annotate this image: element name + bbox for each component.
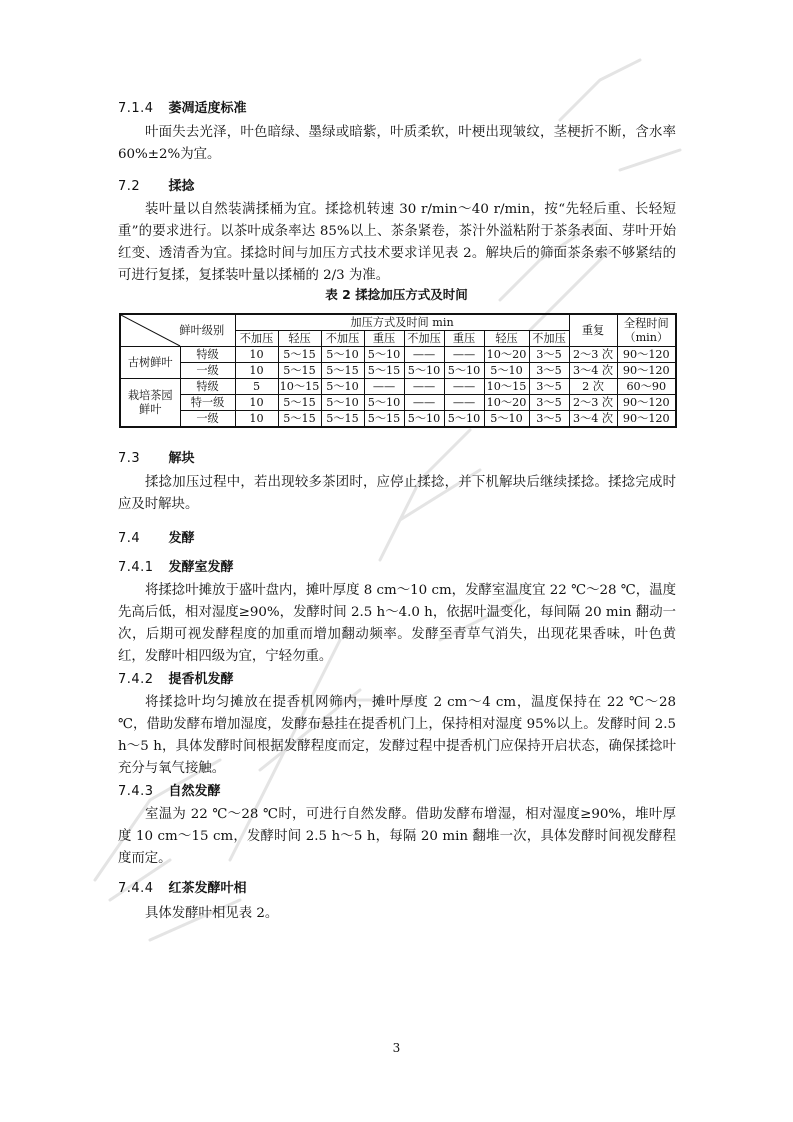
- section-number: 7.4.1: [118, 560, 154, 575]
- value-cell: 10: [235, 363, 278, 379]
- paragraph-aroma-machine: 将揉捻叶均匀摊放在提香机网筛内，摊叶厚度 2 cm～4 cm，温度保持在 22 ℃～28 ℃，借助发酵布增加湿度，发酵布悬挂在提香机门上，保持相对湿度 95%以上。发酵时间 2.5 h～5 h，具体发酵时间根据发酵程度而定，发酵过程中提香机门应保持开启状态，确保揉捻叶充分与氧气接触。: [118, 695, 676, 776]
- section-heading-7-4-2: [118, 668, 234, 687]
- section-number: 7.4.2: [118, 672, 154, 687]
- page-number: 3: [392, 1041, 401, 1055]
- section-heading-7-4-3: [118, 780, 221, 799]
- repeat-cell: 2～3 次: [569, 347, 617, 363]
- value-cell: 3～5: [529, 395, 569, 411]
- section-number: 7.1.4: [118, 101, 154, 116]
- value-cell: 3～5: [529, 347, 569, 363]
- grade-cell: 特级: [180, 379, 235, 395]
- total-cell: 90～120: [617, 347, 676, 363]
- value-cell: 5～15: [278, 347, 321, 363]
- table-caption: 表 2 揉捻加压方式及时间: [325, 287, 468, 302]
- section-heading-7-2: [118, 175, 195, 194]
- value-cell: 10～20: [484, 347, 529, 363]
- value-cell: 5～10: [484, 411, 529, 428]
- value-cell: ——: [404, 395, 444, 411]
- value-cell: 3～5: [529, 363, 569, 379]
- value-cell: ——: [404, 347, 444, 363]
- value-cell: ——: [444, 347, 484, 363]
- subheader-cell: 重压: [364, 331, 404, 347]
- value-cell: ——: [404, 379, 444, 395]
- header-total-line2: （min）: [624, 330, 669, 344]
- section-number: 7.2: [118, 179, 141, 194]
- value-cell: 5～15: [278, 395, 321, 411]
- table-row: [120, 395, 676, 411]
- table-row: [120, 363, 676, 379]
- section-number: 7.4.3: [118, 784, 154, 799]
- paragraph-wilting-standard: 叶面失去光泽，叶色暗绿、墨绿或暗紫，叶质柔软，叶梗出现皱纹，茎梗折不断，含水率 60%±2%为宜。: [118, 125, 676, 162]
- grade-cell: 特一级: [180, 395, 235, 411]
- group-name-line2: 鲜叶: [139, 402, 162, 416]
- total-cell: 60～90: [617, 379, 676, 395]
- value-cell: 5～15: [364, 363, 404, 379]
- repeat-cell: 2 次: [569, 379, 617, 395]
- value-cell: 10～20: [484, 395, 529, 411]
- value-cell: 10: [235, 395, 278, 411]
- section-number: 7.4: [118, 531, 141, 546]
- paragraph-rolling: 装叶量以自然装满揉桶为宜。揉捻机转速 30 r/min～40 r/min，按“先轻后重、长轻短重”的要求进行。以茶叶成条率达 85%以上、茶条紧卷，茶汁外溢粘附于茶条表面、芽叶开始红变、透清香为宜。揉捻时间与加压方式技术要求详见表 2。解块后的筛面茶条索不够紧结的可进行复揉，复揉装叶量以揉桶的 2/3 为准。: [118, 202, 676, 283]
- value-cell: 3～5: [529, 379, 569, 395]
- rolling-pressure-table: [119, 313, 677, 428]
- subheader-cell: 不加压: [404, 331, 444, 347]
- value-cell: 5～15: [278, 411, 321, 428]
- paragraph-natural-fermentation: 室温为 22 ℃～28 ℃时，可进行自然发酵。借助发酵布增湿，相对湿度≥90%，堆叶厚度 10 cm～15 cm，发酵时间 2.5 h～5 h，每隔 20 min 翻堆一次，具体发酵时间视发酵程度而定。: [118, 807, 676, 866]
- subheader-cell: 不加压: [529, 331, 569, 347]
- group-name-ancient-tree: 古树鲜叶: [120, 347, 180, 379]
- section-number: 7.4.4: [118, 881, 154, 896]
- value-cell: 5～15: [321, 363, 364, 379]
- value-cell: 5～10: [321, 379, 364, 395]
- value-cell: 5～10: [321, 395, 364, 411]
- value-cell: ——: [444, 395, 484, 411]
- value-cell: ——: [444, 379, 484, 395]
- value-cell: 5～10: [484, 363, 529, 379]
- value-cell: 5～15: [321, 411, 364, 428]
- table-header-grade: [120, 314, 235, 347]
- section-title: 解块: [168, 451, 195, 466]
- section-title: 提香机发酵: [168, 672, 234, 687]
- value-cell: 5～15: [278, 363, 321, 379]
- table-row: [120, 379, 676, 395]
- section-heading-7-4: [118, 527, 195, 546]
- repeat-cell: 3～4 次: [569, 363, 617, 379]
- value-cell: 10: [235, 347, 278, 363]
- table-header-repeat: 重复: [569, 314, 617, 347]
- section-heading-7-4-4: [118, 877, 247, 896]
- header-total-line1: 全程时间: [623, 316, 669, 330]
- paragraph-deblocking: 揉捻加压过程中，若出现较多茶团时，应停止揉捻，并下机解块后继续揉捻。揉捻完成时应及时解块。: [118, 475, 676, 512]
- table-row: [120, 347, 676, 363]
- section-title: 自然发酵: [168, 784, 221, 799]
- section-title: 萎凋适度标准: [168, 101, 247, 116]
- subheader-cell: 轻压: [278, 331, 321, 347]
- value-cell: 5～10: [444, 363, 484, 379]
- subheader-cell: 重压: [444, 331, 484, 347]
- section-heading-7-1-4: [118, 97, 247, 116]
- value-cell: 10: [235, 411, 278, 428]
- value-cell: 5～10: [404, 363, 444, 379]
- value-cell: 10～15: [279, 379, 320, 393]
- table-row: [120, 411, 676, 428]
- grade-cell: 特级: [180, 347, 235, 363]
- paragraph-fermentation-room: 将揉捻叶摊放于盛叶盘内，摊叶厚度 8 cm～10 cm，发酵室温度宜 22 ℃～28 ℃，温度先高后低，相对湿度≥90%，发酵时间 2.5 h～4.0 h，依据叶温变化，每间隔 20 min 翻动一次，后期可视发酵程度的加重而增加翻动频率。发酵至青草气消失，出现花果香味，叶色黄红，发酵叶相四级为宜，宁轻勿重。: [118, 583, 676, 664]
- repeat-cell: 2～3 次: [569, 395, 617, 411]
- group-name-line1: 栽培茶园: [127, 388, 173, 402]
- section-title: 红茶发酵叶相: [168, 881, 247, 896]
- total-cell: 90～120: [617, 363, 676, 379]
- table-header-pressure: 加压方式及时间 min: [235, 314, 569, 331]
- value-cell: 5: [235, 379, 278, 395]
- section-title: 发酵室发酵: [168, 560, 234, 575]
- grade-cell: 一级: [180, 411, 235, 428]
- value-cell: 10～15: [484, 379, 529, 395]
- header-grade-label: 鲜叶级别: [179, 323, 225, 337]
- value-cell: 5～10: [444, 411, 484, 428]
- value-cell: 5～15: [364, 411, 404, 428]
- grade-cell: 一级: [180, 363, 235, 379]
- value-cell: 5～10: [404, 411, 444, 428]
- paragraph-leaf-appearance: 具体发酵叶相见表 2。: [145, 906, 279, 921]
- value-cell: 5～10: [364, 395, 404, 411]
- value-cell: ——: [364, 379, 404, 395]
- section-title: 揉捻: [168, 179, 195, 194]
- group-name-cultivated: [120, 379, 180, 428]
- section-heading-7-3: [118, 447, 195, 466]
- total-cell: 90～120: [617, 395, 676, 411]
- repeat-cell: 3～4 次: [569, 411, 617, 428]
- section-heading-7-4-1: [118, 556, 234, 575]
- subheader-cell: 不加压: [235, 331, 278, 347]
- total-cell: 90～120: [617, 411, 676, 428]
- value-cell: 5～10: [321, 347, 364, 363]
- subheader-cell: 不加压: [321, 331, 364, 347]
- table-header-total: [617, 314, 676, 347]
- value-cell: 5～10: [364, 347, 404, 363]
- section-number: 7.3: [118, 451, 141, 466]
- section-title: 发酵: [168, 531, 195, 546]
- subheader-cell: 轻压: [484, 331, 529, 347]
- value-cell: 3～5: [529, 411, 569, 428]
